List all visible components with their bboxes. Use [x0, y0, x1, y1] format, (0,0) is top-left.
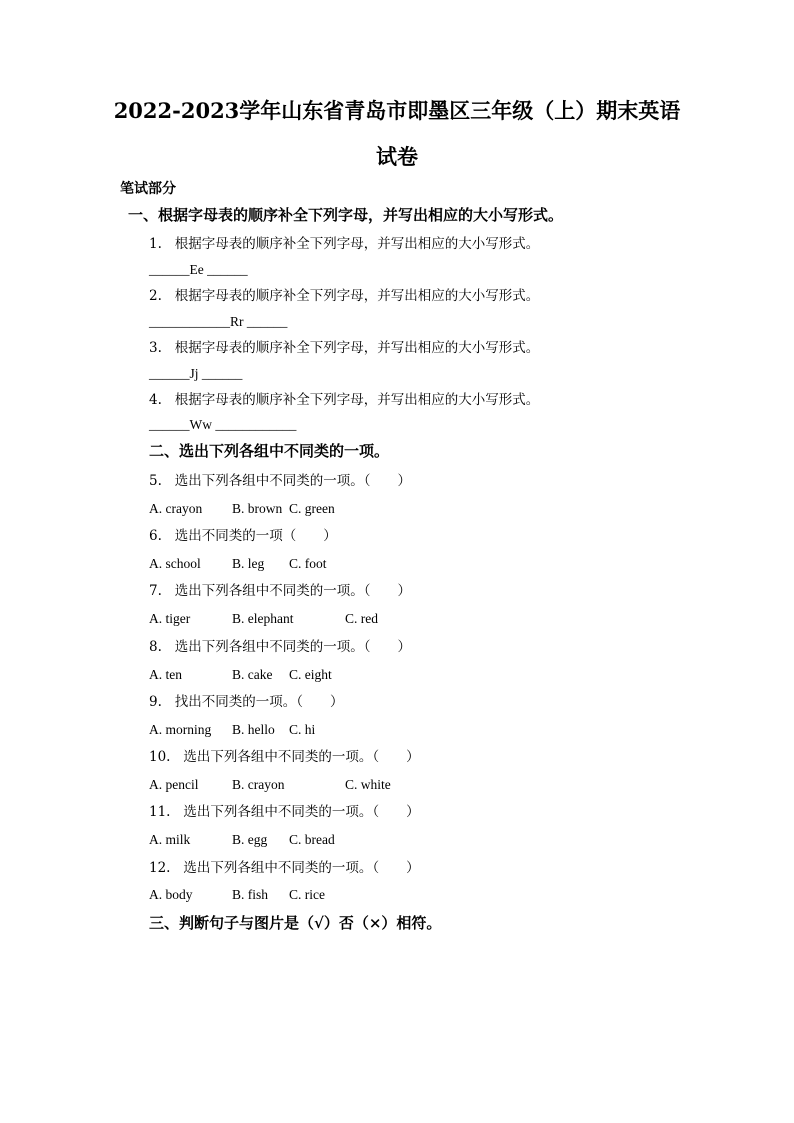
question-2-blank[interactable]: ____________Rr ______ [149, 314, 288, 329]
page-title-line-1: 2022-2023学年山东省青岛市即墨区三年级（上）期末英语 [113, 98, 681, 123]
question-text: 选出下列各组中不同类的一项。（ ） [183, 860, 420, 876]
question-7 [149, 582, 411, 600]
option-b[interactable]: B. brown [232, 501, 283, 516]
option-c[interactable]: C. eight [289, 667, 332, 682]
question-4-blank[interactable]: ______Ww ____________ [149, 417, 297, 432]
option-c[interactable]: C. white [345, 777, 391, 792]
option-c[interactable]: C. red [345, 611, 378, 626]
option-a[interactable]: A. pencil [149, 777, 199, 792]
question-text: 根据字母表的顺序补全下列字母，并写出相应的大小写形式。 [174, 340, 540, 356]
question-text: 根据字母表的顺序补全下列字母，并写出相应的大小写形式。 [174, 288, 540, 304]
question-text: 选出下列各组中不同类的一项。（ ） [174, 473, 412, 489]
question-number: 12. [149, 860, 171, 876]
question-8 [149, 638, 411, 656]
question-text: 选出下列各组中不同类的一项。（ ） [174, 639, 412, 655]
question-10 [149, 748, 420, 766]
question-2 [149, 287, 539, 305]
option-a[interactable]: A. school [149, 556, 201, 571]
option-b[interactable]: B. fish [232, 887, 269, 902]
question-6 [149, 527, 337, 545]
option-b[interactable]: B. leg [232, 556, 265, 571]
option-a[interactable]: A. ten [149, 667, 182, 682]
option-a[interactable]: A. morning [149, 722, 212, 737]
question-number: 5. [149, 473, 162, 489]
section-3-heading: 三、判断句子与图片是（√）否（×）相符。 [149, 914, 442, 932]
question-12 [149, 859, 420, 877]
question-1-blank[interactable]: ______Ee ______ [149, 262, 248, 277]
question-number: 9. [149, 694, 162, 710]
option-a[interactable]: A. tiger [149, 611, 191, 626]
option-b[interactable]: B. egg [232, 832, 268, 847]
question-number: 1. [149, 236, 162, 252]
question-1 [149, 235, 539, 253]
question-9 [149, 693, 344, 711]
option-b[interactable]: B. cake [232, 667, 273, 682]
option-a[interactable]: A. body [149, 887, 193, 902]
option-a[interactable]: A. milk [149, 832, 191, 847]
question-number: 10. [149, 749, 171, 765]
option-b[interactable]: B. elephant [232, 611, 294, 626]
question-4 [149, 391, 539, 409]
question-number: 6. [149, 528, 162, 544]
question-text: 选出下列各组中不同类的一项。（ ） [174, 583, 412, 599]
part-label: 笔试部分 [120, 181, 176, 197]
question-text: 根据字母表的顺序补全下列字母，并写出相应的大小写形式。 [174, 236, 540, 252]
option-c[interactable]: C. rice [289, 887, 325, 902]
section-2-heading: 二、选出下列各组中不同类的一项。 [149, 442, 390, 460]
question-number: 2. [149, 288, 162, 304]
question-number: 3. [149, 340, 162, 356]
question-number: 8. [149, 639, 162, 655]
question-text: 选出下列各组中不同类的一项。（ ） [183, 804, 420, 820]
option-c[interactable]: C. bread [289, 832, 335, 847]
question-text: 根据字母表的顺序补全下列字母，并写出相应的大小写形式。 [174, 392, 540, 408]
question-number: 11. [149, 804, 171, 820]
option-c[interactable]: C. green [289, 501, 335, 516]
page-title-line-2: 试卷 [376, 144, 418, 169]
question-number: 4. [149, 392, 162, 408]
question-number: 7. [149, 583, 162, 599]
question-3-blank[interactable]: ______Jj ______ [149, 366, 243, 381]
question-text: 选出不同类的一项（ ） [174, 528, 337, 544]
question-11 [149, 803, 420, 821]
question-5 [149, 472, 411, 490]
option-b[interactable]: B. crayon [232, 777, 285, 792]
option-c[interactable]: C. hi [289, 722, 316, 737]
option-a[interactable]: A. crayon [149, 501, 203, 516]
section-1-heading: 一、根据字母表的顺序补全下列字母，并写出相应的大小写形式。 [128, 206, 564, 224]
question-3 [149, 339, 539, 357]
question-text: 找出不同类的一项。（ ） [174, 694, 344, 710]
question-text: 选出下列各组中不同类的一项。（ ） [183, 749, 420, 765]
option-c[interactable]: C. foot [289, 556, 327, 571]
option-b[interactable]: B. hello [232, 722, 275, 737]
